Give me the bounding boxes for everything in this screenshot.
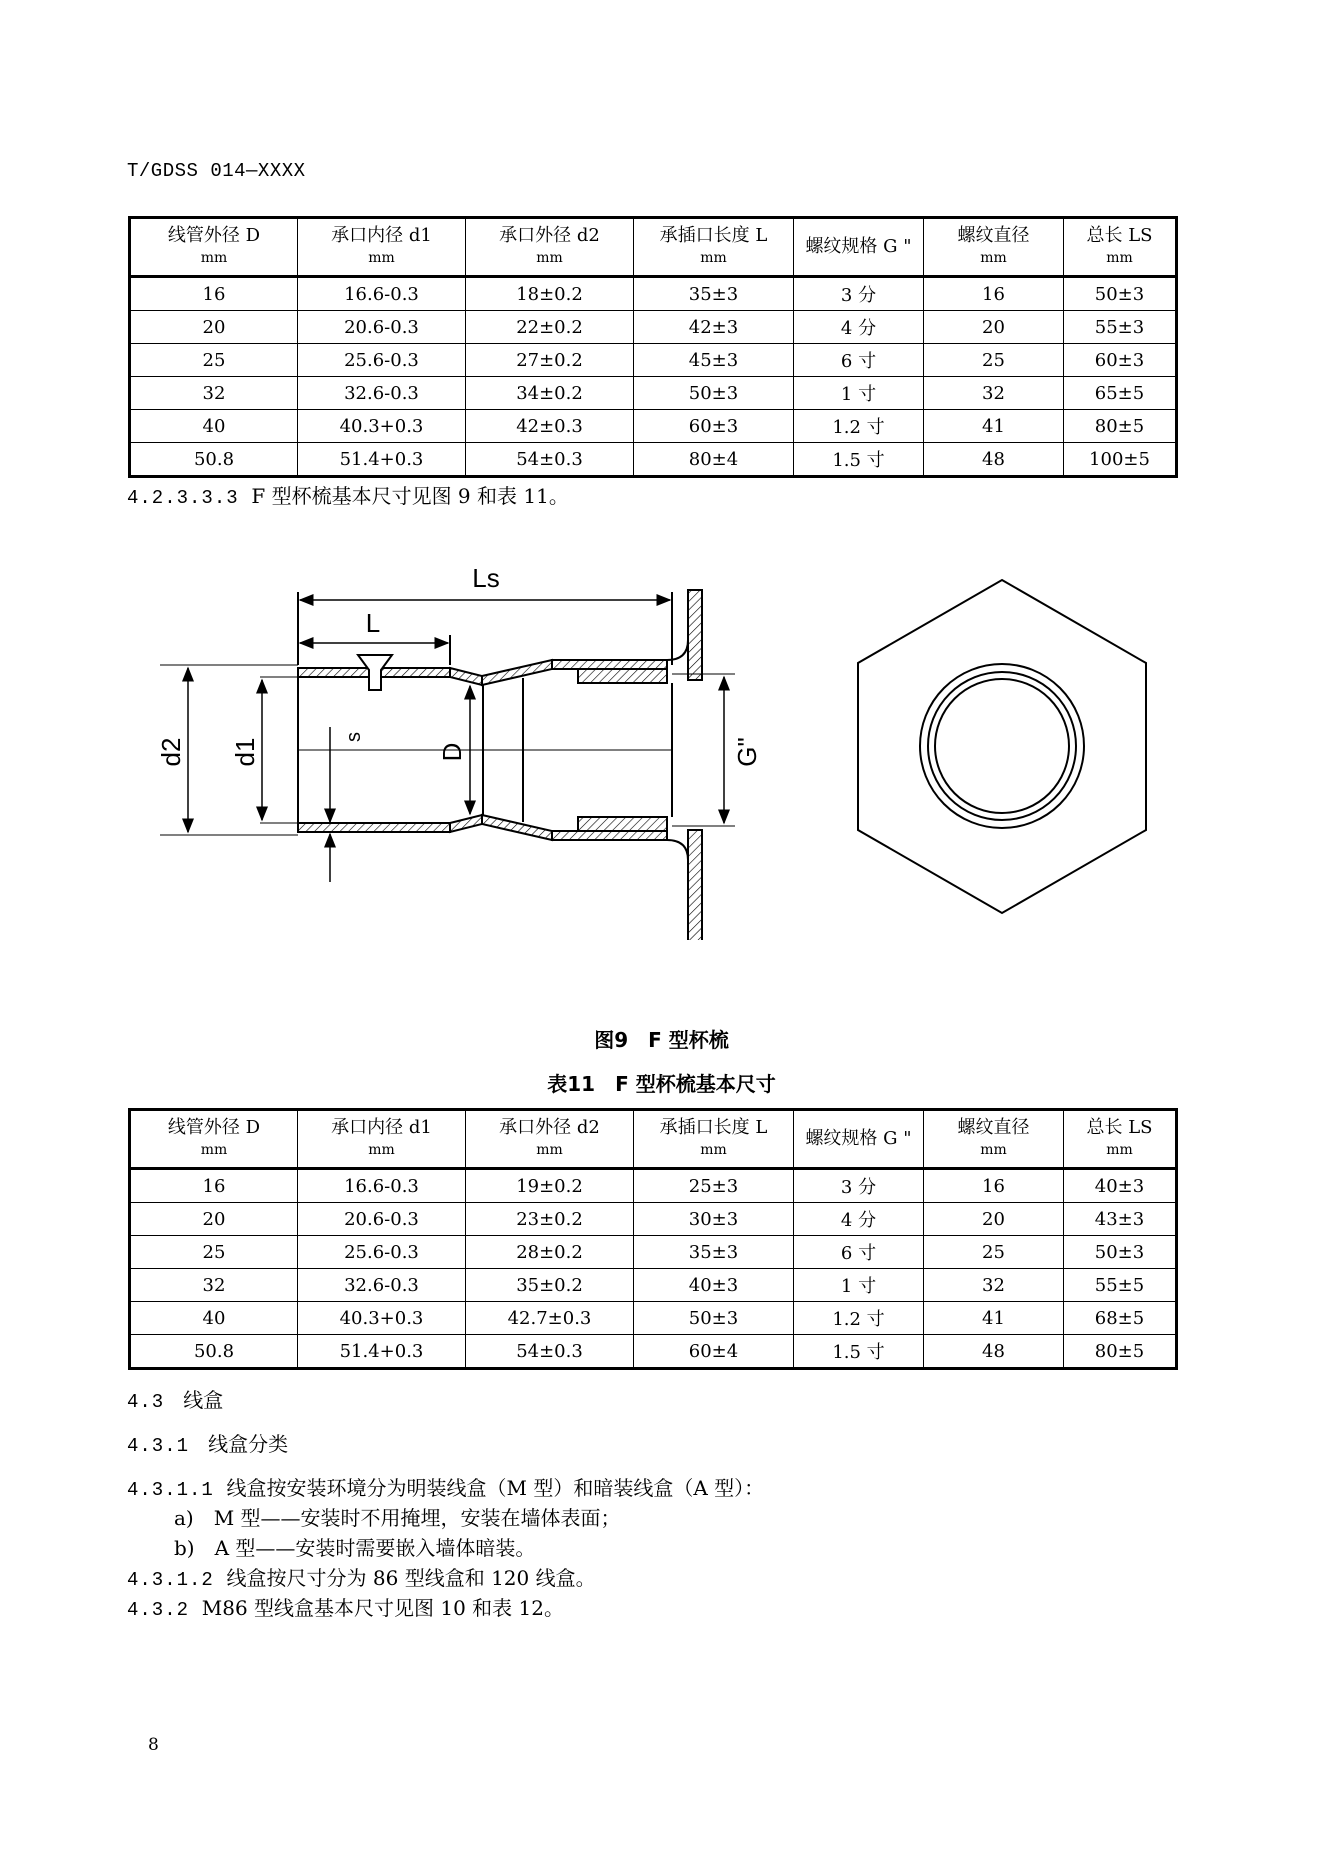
column-header-unit: mm <box>536 1142 563 1158</box>
table-cell: 6 寸 <box>794 1236 924 1269</box>
table-cell: 55±5 <box>1064 1269 1177 1302</box>
table-cell: 16 <box>130 1169 298 1203</box>
table-cell: 80±5 <box>1064 410 1177 443</box>
table-cell: 32 <box>924 377 1064 410</box>
column-header-label: 承口外径 d2 <box>499 225 600 246</box>
table-cell: 65±5 <box>1064 377 1177 410</box>
column-header <box>1064 1110 1177 1169</box>
table-cell: 50.8 <box>130 443 298 477</box>
table-cell: 42±0.3 <box>466 410 634 443</box>
column-header-label: 螺纹直径 <box>957 1117 1030 1138</box>
table-cell: 40.3+0.3 <box>298 1302 466 1335</box>
column-header-unit: mm <box>200 250 228 266</box>
column-header-label: 线管外径 D <box>167 225 261 246</box>
table-cell: 50±3 <box>1064 277 1177 311</box>
table-cell: 40±3 <box>634 1269 794 1302</box>
table-cell: 3 分 <box>794 277 924 311</box>
table-cell: 20 <box>130 311 298 344</box>
table-row <box>130 1302 1177 1335</box>
column-header-unit: mm <box>700 250 727 266</box>
table-cell: 20 <box>924 311 1064 344</box>
document-code: T/GDSS 014—XXXX <box>127 160 306 182</box>
table-cell: 51.4+0.3 <box>298 1335 466 1369</box>
table-cell: 1.5 寸 <box>794 443 924 477</box>
page-number: 8 <box>148 1735 159 1755</box>
table-cell: 32.6-0.3 <box>298 1269 466 1302</box>
table-cell: 1 寸 <box>794 1269 924 1302</box>
column-header-label: 线管外径 D <box>167 1117 261 1138</box>
table-cell: 4 分 <box>794 311 924 344</box>
table-cell: 34±0.2 <box>466 377 634 410</box>
column-header <box>794 218 924 277</box>
column-header-unit: mm <box>368 250 395 266</box>
column-header-unit: mm <box>1106 1142 1133 1158</box>
label-s: s <box>343 732 365 742</box>
table-cell: 30±3 <box>634 1203 794 1236</box>
table-cell: 40 <box>130 410 298 443</box>
column-header-label: 螺纹规格 G " <box>805 1128 912 1149</box>
column-header-label: 螺纹规格 G " <box>805 236 912 257</box>
table-cell: 25 <box>924 1236 1064 1269</box>
end-view-hexagon <box>858 580 1146 913</box>
table-cell: 40±3 <box>1064 1169 1177 1203</box>
table-cell: 16.6-0.3 <box>298 277 466 311</box>
column-header <box>130 1110 298 1169</box>
table-cell: 50±3 <box>1064 1236 1177 1269</box>
column-header <box>298 218 466 277</box>
table-cell: 35±3 <box>634 277 794 311</box>
paragraph-4-3-2: 4.3.2 M86 型线盒基本尺寸见图 10 和表 12。 <box>127 1596 564 1621</box>
table-row <box>130 1169 1177 1203</box>
list-item-b: b) A 型——安装时需要嵌入墙体暗装。 <box>174 1536 536 1560</box>
column-header-label: 螺纹直径 <box>957 225 1030 246</box>
table-cell: 1.2 寸 <box>794 410 924 443</box>
table-row <box>130 443 1177 477</box>
table-cell: 25 <box>924 344 1064 377</box>
column-header <box>634 1110 794 1169</box>
table-cell: 32 <box>130 377 298 410</box>
column-header-unit: mm <box>980 250 1007 266</box>
table-row <box>130 1236 1177 1269</box>
table-row <box>130 344 1177 377</box>
column-header-unit: mm <box>1106 250 1133 266</box>
table-cell: 42±3 <box>634 311 794 344</box>
paragraph-4-2-3-3-3: 4.2.3.3.3 F 型杯梳基本尺寸见图 9 和表 11。 <box>127 484 569 509</box>
column-header-label: 总长 LS <box>1086 1117 1153 1138</box>
table-cell: 32 <box>924 1269 1064 1302</box>
table-cell: 32.6-0.3 <box>298 377 466 410</box>
column-header-label: 承口内径 d1 <box>331 225 432 246</box>
table-cell: 22±0.2 <box>466 311 634 344</box>
table-cell: 35±3 <box>634 1236 794 1269</box>
table-cell: 1.5 寸 <box>794 1335 924 1369</box>
column-header <box>634 218 794 277</box>
table-cell: 41 <box>924 1302 1064 1335</box>
column-header <box>1064 218 1177 277</box>
column-header <box>924 218 1064 277</box>
table-cell: 23±0.2 <box>466 1203 634 1236</box>
table-cell: 80±5 <box>1064 1335 1177 1369</box>
table-cell: 25 <box>130 344 298 377</box>
column-header-unit: mm <box>368 1142 395 1158</box>
table-cell: 28±0.2 <box>466 1236 634 1269</box>
table-cell: 48 <box>924 443 1064 477</box>
table-cell: 60±3 <box>634 410 794 443</box>
table-cell: 68±5 <box>1064 1302 1177 1335</box>
table-header-row <box>130 1110 1177 1169</box>
label-G: G" <box>732 737 762 767</box>
column-header <box>130 218 298 277</box>
paragraph-4-3-1-2: 4.3.1.2 线盒按尺寸分为 86 型线盒和 120 线盒。 <box>127 1566 596 1591</box>
table-cell: 50.8 <box>130 1335 298 1369</box>
table-cell: 55±3 <box>1064 311 1177 344</box>
heading-4-3: 4.3 线盒 <box>127 1388 224 1413</box>
column-header <box>466 218 634 277</box>
table-cell: 20 <box>130 1203 298 1236</box>
table-cell: 80±4 <box>634 443 794 477</box>
label-d2: d2 <box>156 737 186 767</box>
column-header-label: 总长 LS <box>1086 225 1153 246</box>
label-d1: d1 <box>230 737 260 767</box>
table-cell: 32 <box>130 1269 298 1302</box>
table-header-row <box>130 218 1177 277</box>
table-row <box>130 277 1177 311</box>
dimension-table-11 <box>128 1108 1178 1370</box>
column-header-label: 承口外径 d2 <box>499 1117 600 1138</box>
table-cell: 20.6-0.3 <box>298 311 466 344</box>
column-header-unit: mm <box>700 1142 727 1158</box>
column-header <box>466 1110 634 1169</box>
label-Ls: Ls <box>472 563 500 593</box>
table-cell: 50±3 <box>634 1302 794 1335</box>
table-row <box>130 377 1177 410</box>
table-cell: 60±4 <box>634 1335 794 1369</box>
table-cell: 40 <box>130 1302 298 1335</box>
label-L: L <box>365 608 381 638</box>
table-cell: 16 <box>130 277 298 311</box>
column-header <box>298 1110 466 1169</box>
table-cell: 100±5 <box>1064 443 1177 477</box>
table-cell: 16 <box>924 1169 1064 1203</box>
column-header-unit: mm <box>536 250 563 266</box>
table-row <box>130 1335 1177 1369</box>
column-header <box>924 1110 1064 1169</box>
table-cell: 40.3+0.3 <box>298 410 466 443</box>
table-cell: 25.6-0.3 <box>298 1236 466 1269</box>
table-cell: 35±0.2 <box>466 1269 634 1302</box>
table-cell: 25.6-0.3 <box>298 344 466 377</box>
table-cell: 51.4+0.3 <box>298 443 466 477</box>
paragraph-4-3-1-1: 4.3.1.1 线盒按安装环境分为明装线盒（M 型）和暗装线盒（A 型）： <box>127 1476 765 1501</box>
table-cell: 20.6-0.3 <box>298 1203 466 1236</box>
table-11-caption: 表11 F 型杯梳基本尺寸 <box>547 1072 776 1096</box>
figure-9-caption: 图9 F 型杯梳 <box>594 1028 729 1052</box>
table-cell: 19±0.2 <box>466 1169 634 1203</box>
column-header-label: 承插口长度 L <box>659 1117 768 1138</box>
table-cell: 45±3 <box>634 344 794 377</box>
table-row <box>130 311 1177 344</box>
table-cell: 50±3 <box>634 377 794 410</box>
table-cell: 48 <box>924 1335 1064 1369</box>
table-row <box>130 1269 1177 1302</box>
column-header-label: 承插口长度 L <box>659 225 768 246</box>
table-cell: 3 分 <box>794 1169 924 1203</box>
table-cell: 60±3 <box>1064 344 1177 377</box>
heading-4-3-1: 4.3.1 线盒分类 <box>127 1432 289 1457</box>
table-cell: 16 <box>924 277 1064 311</box>
label-D: D <box>437 742 467 762</box>
table-cell: 25 <box>130 1236 298 1269</box>
table-cell: 4 分 <box>794 1203 924 1236</box>
figure-9-drawing <box>0 540 1323 940</box>
list-item-a: a) M 型——安装时不用掩埋，安装在墙体表面； <box>174 1506 621 1530</box>
table-cell: 54±0.3 <box>466 443 634 477</box>
table-cell: 41 <box>924 410 1064 443</box>
table-cell: 1 寸 <box>794 377 924 410</box>
table-cell: 43±3 <box>1064 1203 1177 1236</box>
column-header-unit: mm <box>200 1142 228 1158</box>
table-cell: 25±3 <box>634 1169 794 1203</box>
column-header-label: 承口内径 d1 <box>331 1117 432 1138</box>
table-cell: 42.7±0.3 <box>466 1302 634 1335</box>
dimension-table-10 <box>128 216 1178 478</box>
table-cell: 54±0.3 <box>466 1335 634 1369</box>
table-cell: 1.2 寸 <box>794 1302 924 1335</box>
table-cell: 20 <box>924 1203 1064 1236</box>
table-cell: 6 寸 <box>794 344 924 377</box>
column-header <box>794 1110 924 1169</box>
table-row <box>130 1203 1177 1236</box>
table-row <box>130 410 1177 443</box>
table-cell: 16.6-0.3 <box>298 1169 466 1203</box>
table-cell: 18±0.2 <box>466 277 634 311</box>
column-header-unit: mm <box>980 1142 1007 1158</box>
table-cell: 27±0.2 <box>466 344 634 377</box>
